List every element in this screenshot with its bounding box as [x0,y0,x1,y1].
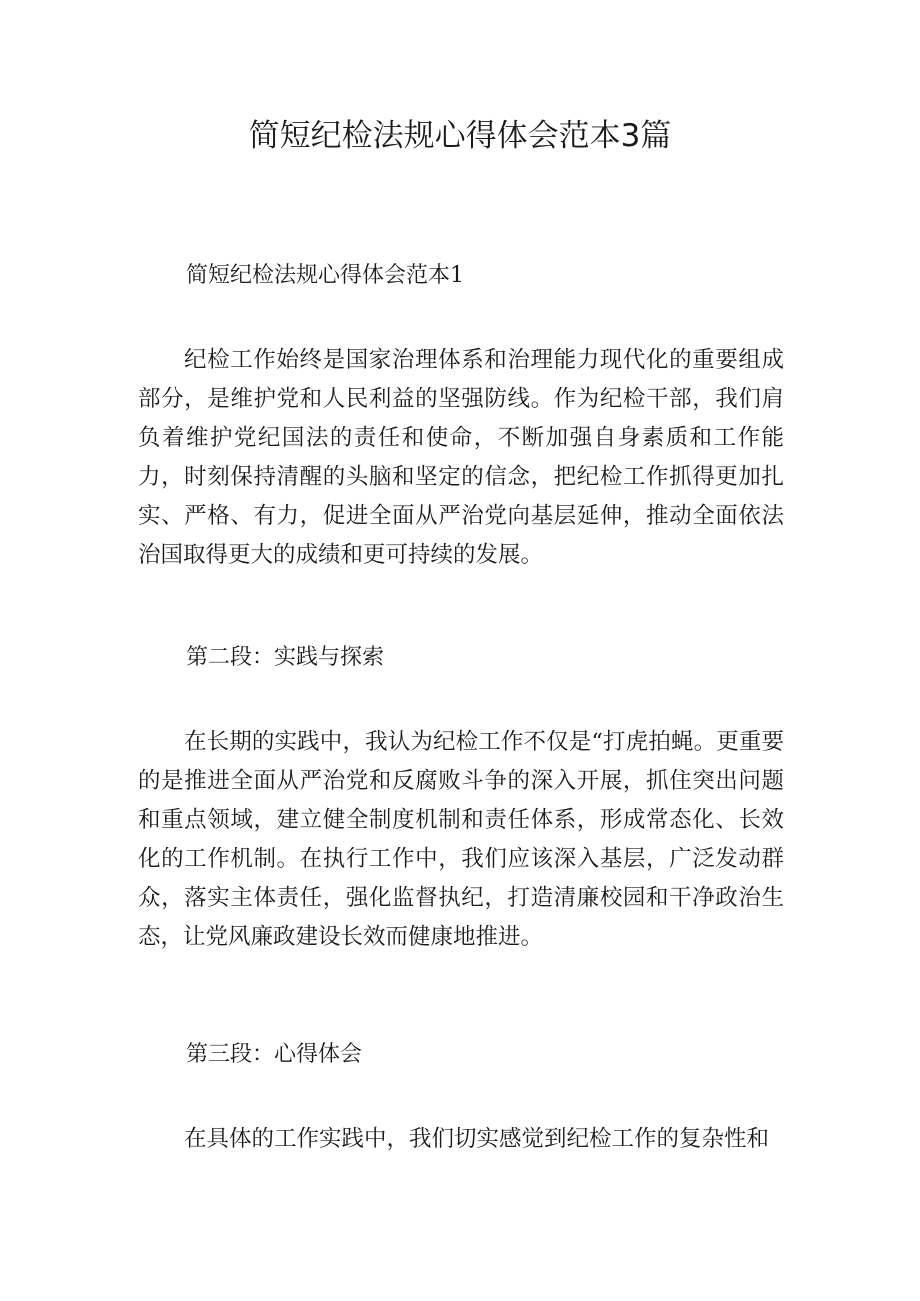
section-heading-1: 简短纪检法规心得体会范本1 [186,263,464,288]
section-paragraph-1: 纪检工作始终是国家治理体系和治理能力现代化的重要组成部分，是维护党和人民利益的坚强防线。作为纪检干部，我们肩负着维护党纪国法的责任和使命，不断加强自身素质和工作能力，时刻保持清醒的头脑和坚定的信念，把纪检工作抓得更加扎实、严格、有力，促进全面从严治党向基层延伸，推动全面依法治国取得更大的成绩和更可持续的发展。 [138,347,784,568]
section-paragraph-2: 在长期的实践中，我认为纪检工作不仅是“打虎拍蝇。更重要的是推进全面从严治党和反腐败斗争的深入开展，抓住突出问题和重点领域，建立健全制度机制和责任体系，形成常态化、长效化的工作机制。在执行工作中，我们应该深入基层，广泛发动群众，落实主体责任，强化监督执纪，打造清廉校园和干净政治生态，让党风廉政建设长效而健康地推进。 [138,729,784,950]
section-heading-2: 第二段：实践与探索 [186,645,385,670]
section-paragraph-3: 在具体的工作实践中，我们切实感觉到纪检工作的复杂性和 [184,1126,770,1152]
section-heading-3: 第三段：心得体会 [186,1042,363,1067]
document-title: 简短纪检法规心得体会范本3篇 [248,118,672,154]
